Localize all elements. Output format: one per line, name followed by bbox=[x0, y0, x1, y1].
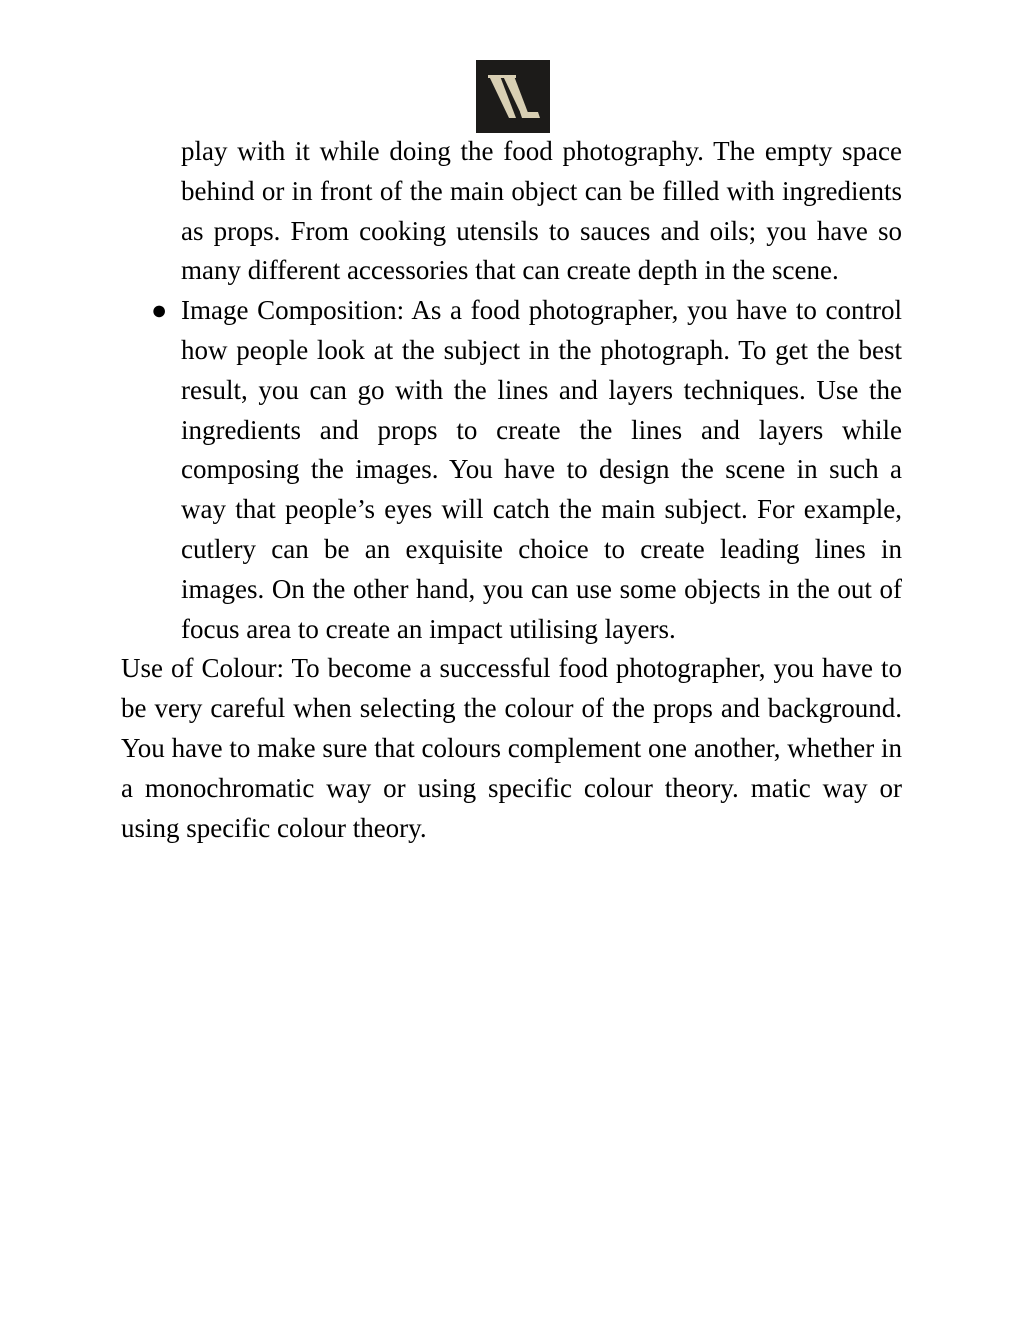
bullet-item-text: Image Composition: As a food photographer, you have to control how people look at the subject in the photograph. To get the best result, you can go with the lines and layers techniques. Use the ingredients and props to create the lines and layers while composing the images. You have to design the scene in such a way that people’s eyes will catch the main subject. For example, cutlery can be an exquisite choice to create leading lines in images. On the other hand, you can use some objects in the out of focus area to create an impact utilising layers. bbox=[181, 295, 902, 644]
monogram-logo-icon bbox=[476, 60, 550, 133]
document-body bbox=[0, 132, 1024, 848]
continued-paragraph: play with it while doing the food photography. The empty space behind or in front of the main object can be filled with ingredients as props. From cooking utensils to sauces and oils; you have so many different accessories that can create depth in the scene. bbox=[181, 136, 902, 286]
bullet-icon: ● bbox=[151, 295, 168, 326]
bullet-list-item bbox=[151, 291, 902, 649]
use-of-colour-paragraph: Use of Colour: To become a successful food photographer, you have to be very careful when selecting the colour of the props and background. You have to make sure that colours complement one another, whether in a monochromatic way or using specific colour theory. matic way or using specific colour theory. bbox=[121, 653, 902, 843]
